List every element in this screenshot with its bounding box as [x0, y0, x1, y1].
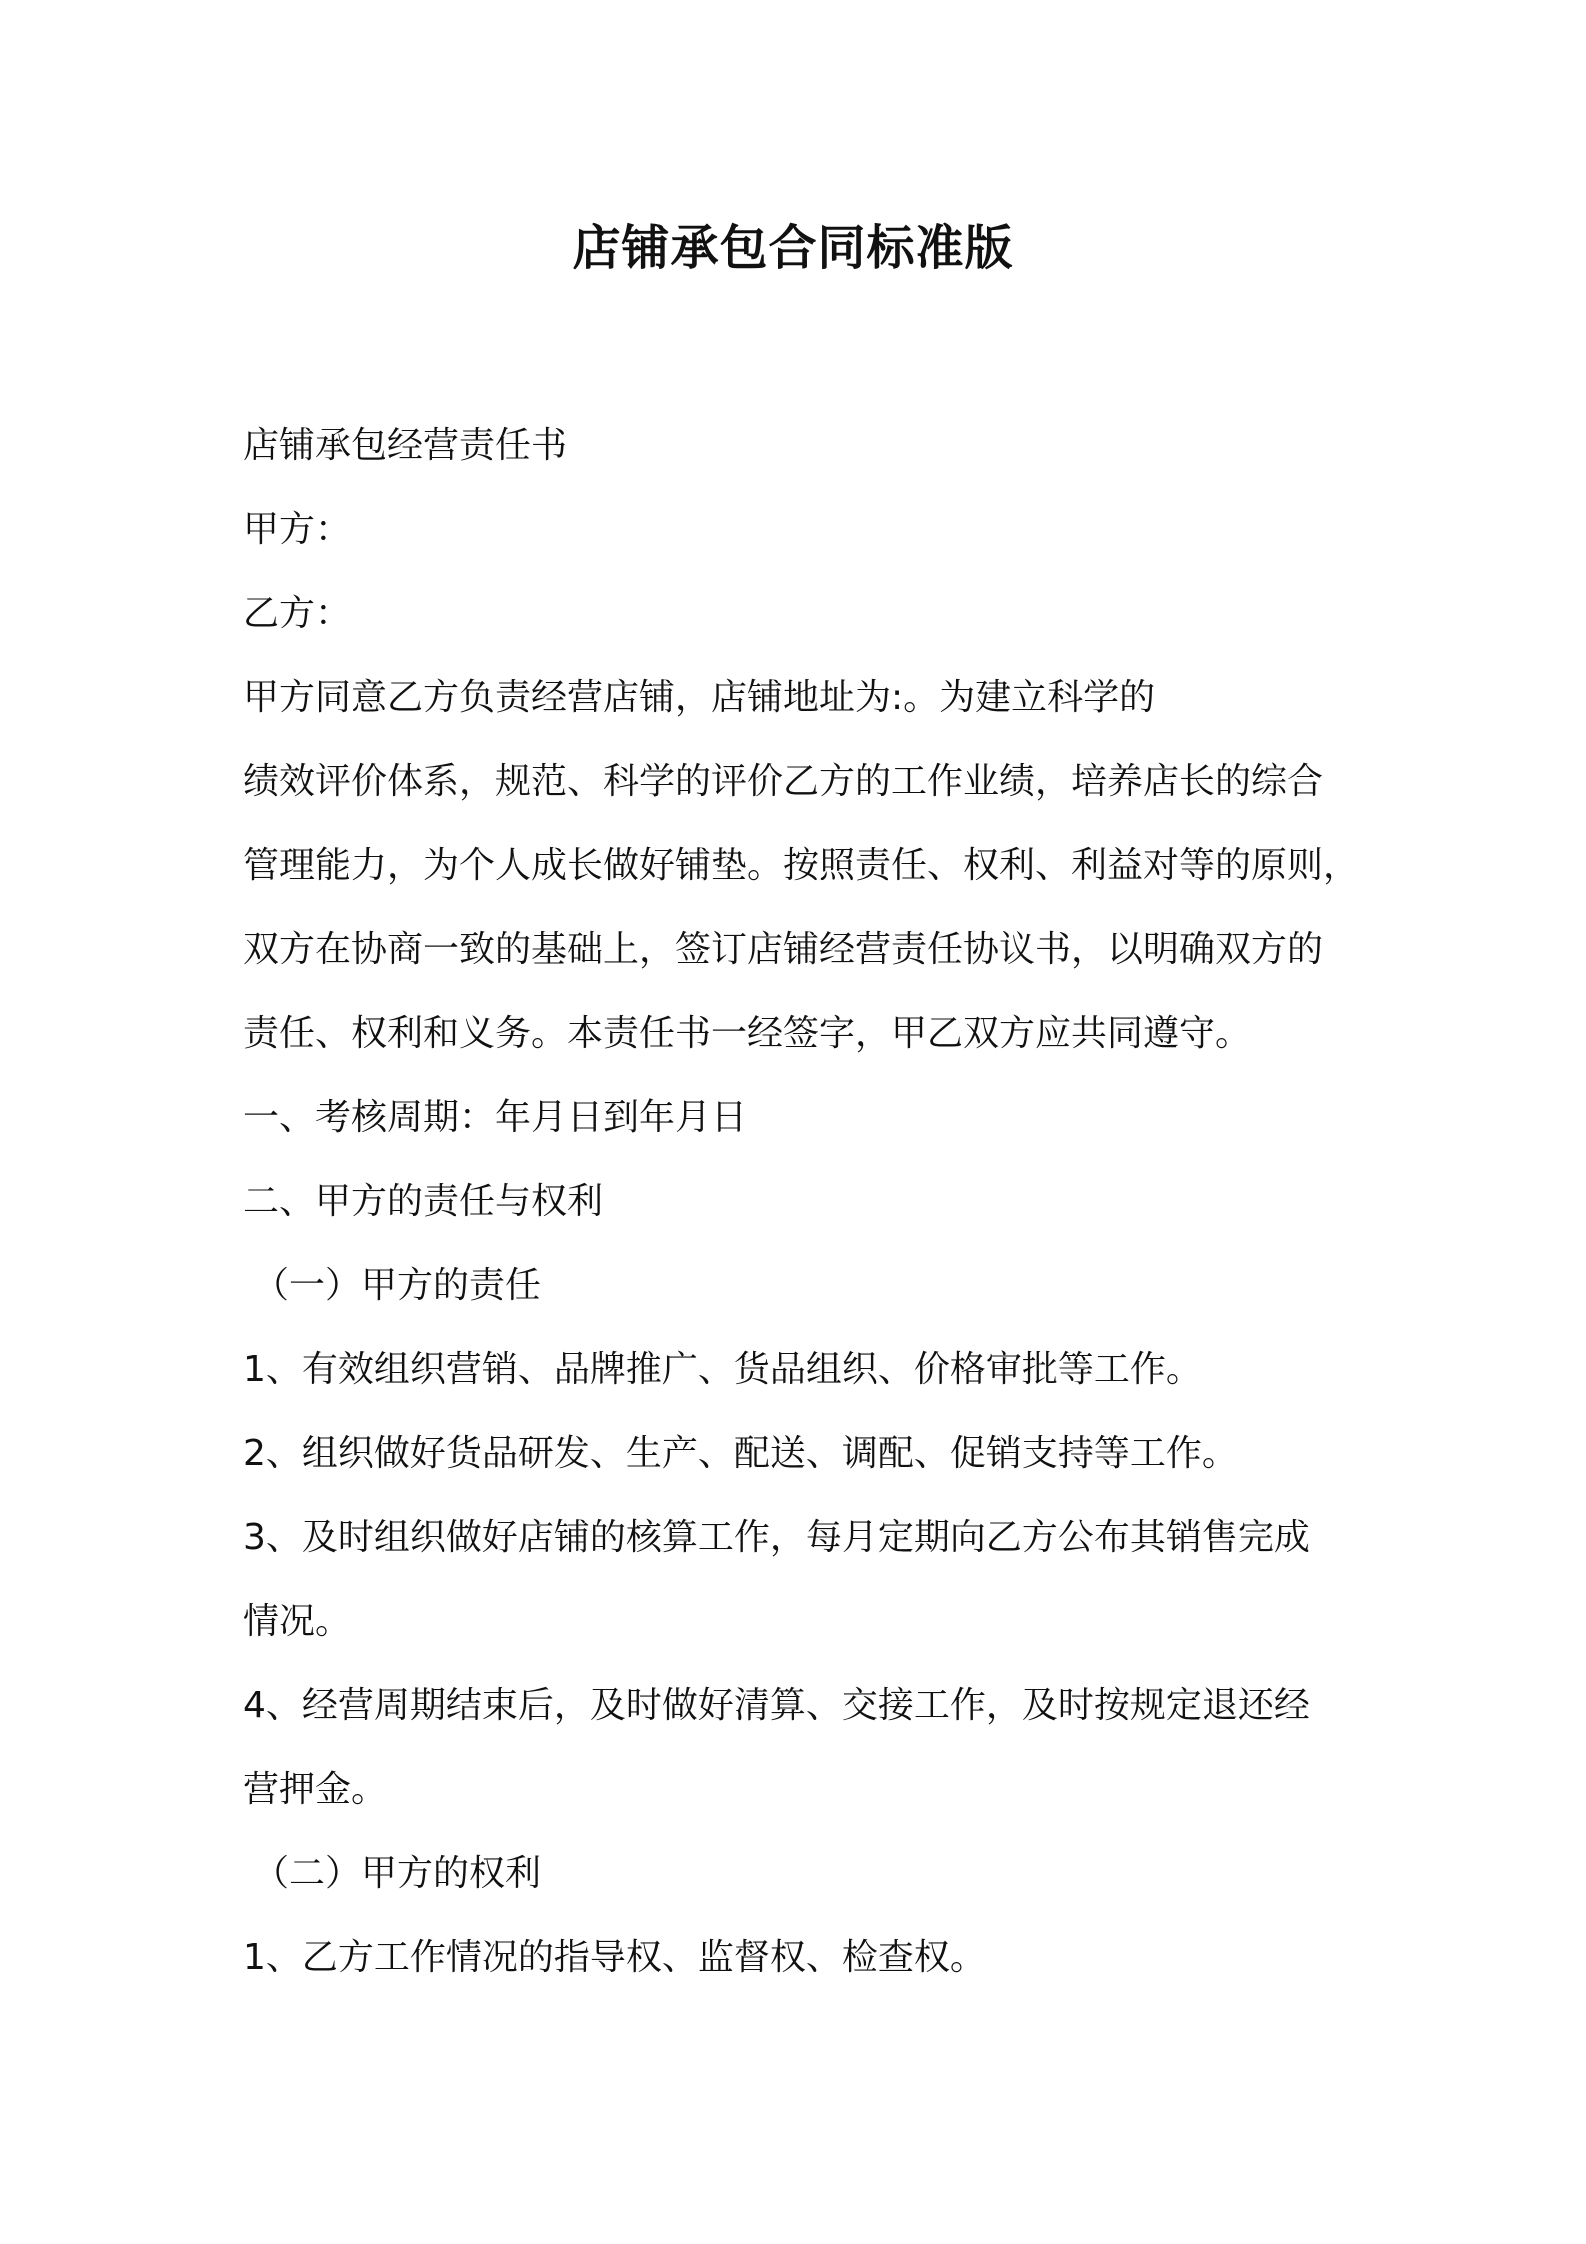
party-b-label: 乙方： [243, 593, 352, 634]
list-item-continuation: 情况。 [243, 1601, 352, 1642]
list-item: 1、乙方工作情况的指导权、监督权、检查权。 [243, 1937, 986, 1978]
document-title: 店铺承包合同标准版 [572, 220, 1014, 276]
paragraph-line: 双方在协商一致的基础上，签订店铺经营责任协议书，以明确双方的 [243, 929, 1324, 970]
list-item-continuation: 营押金。 [243, 1769, 388, 1810]
list-item: 3、及时组织做好店铺的核算工作，每月定期向乙方公布其销售完成 [243, 1517, 1310, 1558]
document-subtitle: 店铺承包经营责任书 [243, 425, 568, 466]
paragraph-line: 甲方同意乙方负责经营店铺，店铺地址为:。为建立科学的 [243, 677, 1156, 718]
section-heading: 二、甲方的责任与权利 [243, 1181, 604, 1222]
party-a-label: 甲方： [243, 509, 352, 550]
subsection-heading: （二）甲方的权利 [253, 1853, 542, 1894]
paragraph-line: 绩效评价体系，规范、科学的评价乙方的工作业绩，培养店长的综合 [243, 761, 1324, 802]
list-item: 4、经营周期结束后，及时做好清算、交接工作，及时按规定退还经 [243, 1685, 1310, 1726]
paragraph-line: 责任、权利和义务。本责任书一经签字，甲乙双方应共同遵守。 [243, 1013, 1252, 1054]
list-item: 1、有效组织营销、品牌推广、货品组织、价格审批等工作。 [243, 1349, 1202, 1390]
subsection-heading: （一）甲方的责任 [253, 1265, 542, 1306]
document-body [243, 404, 1363, 2000]
paragraph-line: 管理能力，为个人成长做好铺垫。按照责任、权利、利益对等的原则， [243, 845, 1360, 886]
section-heading: 一、考核周期：年月日到年月日 [243, 1097, 748, 1138]
list-item: 2、组织做好货品研发、生产、配送、调配、促销支持等工作。 [243, 1433, 1238, 1474]
